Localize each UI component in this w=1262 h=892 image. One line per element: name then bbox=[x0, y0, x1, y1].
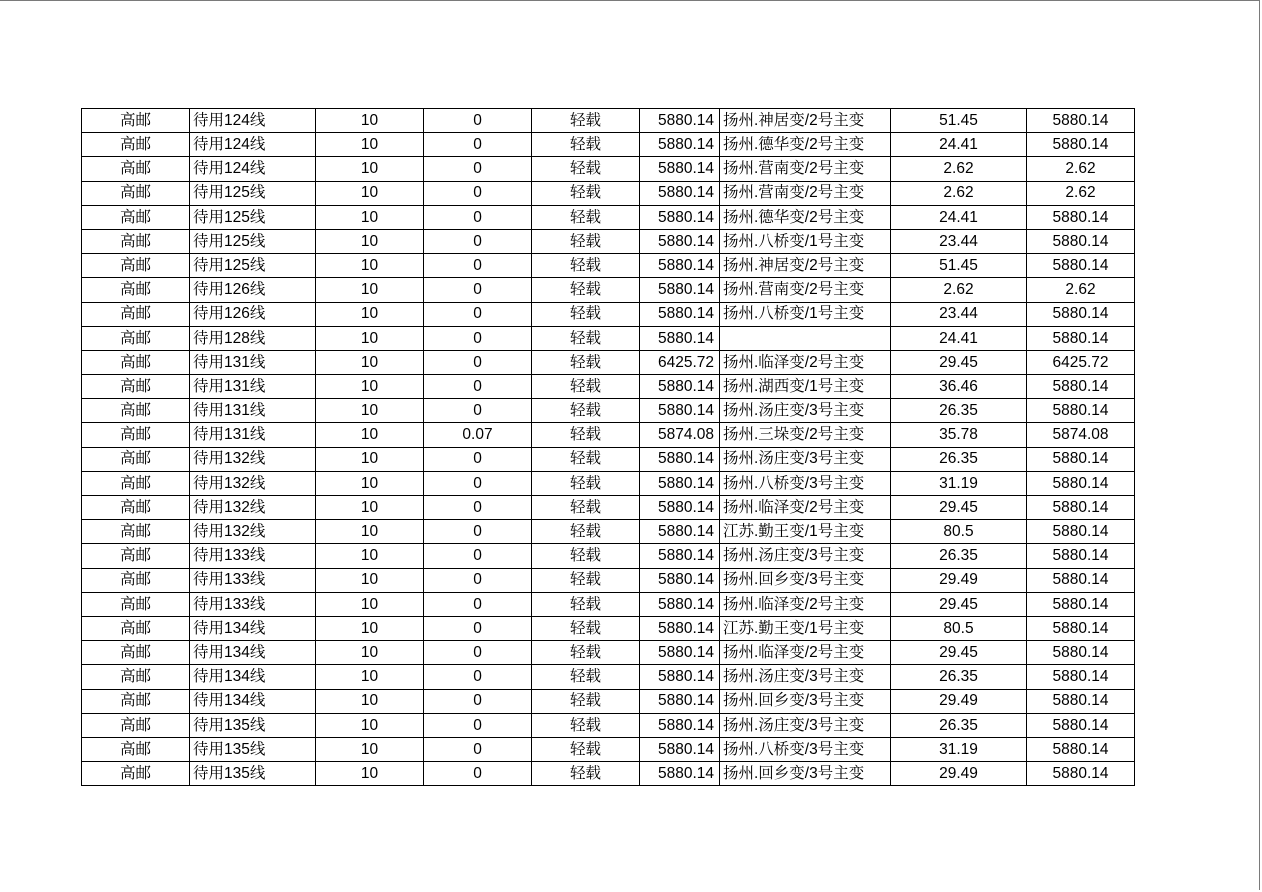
line-name-cell: 待用132线 bbox=[190, 520, 316, 544]
transformer-load-cell: 29.45 bbox=[891, 350, 1027, 374]
region-cell: 高邮 bbox=[82, 713, 190, 737]
voltage-cell: 10 bbox=[316, 229, 424, 253]
available-capacity-cell: 5880.14 bbox=[1027, 520, 1135, 544]
load-status-cell: 轻载 bbox=[532, 133, 640, 157]
table-row bbox=[82, 423, 1135, 447]
transformer-load-cell: 2.62 bbox=[891, 181, 1027, 205]
available-capacity-cell: 5880.14 bbox=[1027, 447, 1135, 471]
region-cell: 高邮 bbox=[82, 520, 190, 544]
capacity-cell: 5880.14 bbox=[640, 665, 720, 689]
voltage-cell: 10 bbox=[316, 520, 424, 544]
substation-cell: 江苏.勤王变/1号主变 bbox=[720, 520, 891, 544]
load-rate-cell: 0 bbox=[424, 713, 532, 737]
table-row bbox=[82, 133, 1135, 157]
capacity-cell: 5880.14 bbox=[640, 302, 720, 326]
table-row bbox=[82, 302, 1135, 326]
available-capacity-cell: 6425.72 bbox=[1027, 350, 1135, 374]
voltage-cell: 10 bbox=[316, 423, 424, 447]
capacity-cell: 5880.14 bbox=[640, 254, 720, 278]
region-cell: 高邮 bbox=[82, 133, 190, 157]
line-name-cell: 待用132线 bbox=[190, 496, 316, 520]
capacity-cell: 5880.14 bbox=[640, 181, 720, 205]
voltage-cell: 10 bbox=[316, 471, 424, 495]
voltage-cell: 10 bbox=[316, 544, 424, 568]
substation-cell: 扬州.神居变/2号主变 bbox=[720, 109, 891, 133]
available-capacity-cell: 5880.14 bbox=[1027, 302, 1135, 326]
load-status-cell: 轻载 bbox=[532, 520, 640, 544]
transformer-load-cell: 29.45 bbox=[891, 592, 1027, 616]
load-status-cell: 轻载 bbox=[532, 229, 640, 253]
available-capacity-cell: 5880.14 bbox=[1027, 665, 1135, 689]
line-name-cell: 待用125线 bbox=[190, 205, 316, 229]
available-capacity-cell: 5880.14 bbox=[1027, 375, 1135, 399]
load-rate-cell: 0 bbox=[424, 447, 532, 471]
load-status-cell: 轻载 bbox=[532, 568, 640, 592]
region-cell: 高邮 bbox=[82, 229, 190, 253]
transformer-load-cell: 24.41 bbox=[891, 133, 1027, 157]
region-cell: 高邮 bbox=[82, 689, 190, 713]
region-cell: 高邮 bbox=[82, 205, 190, 229]
load-rate-cell: 0 bbox=[424, 544, 532, 568]
region-cell: 高邮 bbox=[82, 350, 190, 374]
table-row bbox=[82, 181, 1135, 205]
voltage-cell: 10 bbox=[316, 713, 424, 737]
region-cell: 高邮 bbox=[82, 568, 190, 592]
voltage-cell: 10 bbox=[316, 133, 424, 157]
line-name-cell: 待用125线 bbox=[190, 254, 316, 278]
capacity-cell: 5880.14 bbox=[640, 109, 720, 133]
transformer-load-cell: 51.45 bbox=[891, 254, 1027, 278]
substation-cell: 扬州.神居变/2号主变 bbox=[720, 254, 891, 278]
line-name-cell: 待用128线 bbox=[190, 326, 316, 350]
table-row bbox=[82, 689, 1135, 713]
transformer-load-cell: 26.35 bbox=[891, 544, 1027, 568]
available-capacity-cell: 5880.14 bbox=[1027, 544, 1135, 568]
voltage-cell: 10 bbox=[316, 181, 424, 205]
load-rate-cell: 0 bbox=[424, 471, 532, 495]
load-rate-cell: 0 bbox=[424, 641, 532, 665]
load-status-cell: 轻载 bbox=[532, 399, 640, 423]
load-rate-cell: 0 bbox=[424, 689, 532, 713]
load-rate-cell: 0 bbox=[424, 568, 532, 592]
capacity-cell: 5880.14 bbox=[640, 326, 720, 350]
table-row bbox=[82, 399, 1135, 423]
table-row bbox=[82, 471, 1135, 495]
line-name-cell: 待用131线 bbox=[190, 375, 316, 399]
region-cell: 高邮 bbox=[82, 641, 190, 665]
load-status-cell: 轻载 bbox=[532, 447, 640, 471]
table-row bbox=[82, 109, 1135, 133]
substation-cell: 扬州.临泽变/2号主变 bbox=[720, 496, 891, 520]
table-row bbox=[82, 616, 1135, 640]
transformer-load-cell: 26.35 bbox=[891, 399, 1027, 423]
transformer-load-cell: 29.45 bbox=[891, 496, 1027, 520]
voltage-cell: 10 bbox=[316, 689, 424, 713]
line-name-cell: 待用126线 bbox=[190, 302, 316, 326]
line-name-cell: 待用134线 bbox=[190, 665, 316, 689]
substation-cell: 扬州.德华变/2号主变 bbox=[720, 205, 891, 229]
table-row bbox=[82, 568, 1135, 592]
substation-cell: 扬州.三垛变/2号主变 bbox=[720, 423, 891, 447]
available-capacity-cell: 2.62 bbox=[1027, 181, 1135, 205]
available-capacity-cell: 5880.14 bbox=[1027, 326, 1135, 350]
region-cell: 高邮 bbox=[82, 302, 190, 326]
load-rate-cell: 0 bbox=[424, 350, 532, 374]
table-row bbox=[82, 520, 1135, 544]
transformer-load-cell: 29.49 bbox=[891, 689, 1027, 713]
transformer-load-cell: 26.35 bbox=[891, 665, 1027, 689]
transformer-load-cell: 26.35 bbox=[891, 447, 1027, 471]
line-name-cell: 待用124线 bbox=[190, 133, 316, 157]
load-rate-cell: 0 bbox=[424, 737, 532, 761]
line-name-cell: 待用135线 bbox=[190, 762, 316, 786]
transformer-load-cell: 24.41 bbox=[891, 205, 1027, 229]
substation-cell: 扬州.汤庄变/3号主变 bbox=[720, 447, 891, 471]
load-rate-cell: 0 bbox=[424, 520, 532, 544]
available-capacity-cell: 5880.14 bbox=[1027, 471, 1135, 495]
line-name-cell: 待用134线 bbox=[190, 689, 316, 713]
line-name-cell: 待用124线 bbox=[190, 157, 316, 181]
substation-cell: 扬州.八桥变/1号主变 bbox=[720, 302, 891, 326]
available-capacity-cell: 2.62 bbox=[1027, 278, 1135, 302]
substation-cell: 扬州.湖西变/1号主变 bbox=[720, 375, 891, 399]
capacity-cell: 5880.14 bbox=[640, 375, 720, 399]
load-status-cell: 轻载 bbox=[532, 762, 640, 786]
transformer-load-cell: 23.44 bbox=[891, 229, 1027, 253]
load-status-cell: 轻载 bbox=[532, 641, 640, 665]
load-rate-cell: 0 bbox=[424, 496, 532, 520]
table-row bbox=[82, 665, 1135, 689]
load-status-cell: 轻载 bbox=[532, 254, 640, 278]
available-capacity-cell: 5880.14 bbox=[1027, 399, 1135, 423]
data-table bbox=[81, 108, 1135, 786]
available-capacity-cell: 5880.14 bbox=[1027, 737, 1135, 761]
load-status-cell: 轻载 bbox=[532, 689, 640, 713]
line-name-cell: 待用132线 bbox=[190, 471, 316, 495]
table-row bbox=[82, 592, 1135, 616]
load-rate-cell: 0 bbox=[424, 109, 532, 133]
substation-cell: 扬州.汤庄变/3号主变 bbox=[720, 665, 891, 689]
line-name-cell: 待用133线 bbox=[190, 568, 316, 592]
load-rate-cell: 0 bbox=[424, 399, 532, 423]
voltage-cell: 10 bbox=[316, 326, 424, 350]
line-name-cell: 待用132线 bbox=[190, 447, 316, 471]
line-name-cell: 待用124线 bbox=[190, 109, 316, 133]
voltage-cell: 10 bbox=[316, 665, 424, 689]
load-rate-cell: 0 bbox=[424, 326, 532, 350]
line-name-cell: 待用131线 bbox=[190, 399, 316, 423]
load-status-cell: 轻载 bbox=[532, 375, 640, 399]
load-rate-cell: 0 bbox=[424, 665, 532, 689]
table-row bbox=[82, 254, 1135, 278]
region-cell: 高邮 bbox=[82, 157, 190, 181]
substation-cell: 扬州.回乡变/3号主变 bbox=[720, 568, 891, 592]
available-capacity-cell: 5880.14 bbox=[1027, 109, 1135, 133]
load-rate-cell: 0 bbox=[424, 592, 532, 616]
table-row bbox=[82, 157, 1135, 181]
transformer-load-cell: 24.41 bbox=[891, 326, 1027, 350]
region-cell: 高邮 bbox=[82, 375, 190, 399]
voltage-cell: 10 bbox=[316, 399, 424, 423]
table-row bbox=[82, 762, 1135, 786]
transformer-load-cell: 2.62 bbox=[891, 157, 1027, 181]
transformer-load-cell: 29.49 bbox=[891, 762, 1027, 786]
transformer-load-cell: 26.35 bbox=[891, 713, 1027, 737]
capacity-cell: 5880.14 bbox=[640, 762, 720, 786]
table-row bbox=[82, 737, 1135, 761]
voltage-cell: 10 bbox=[316, 447, 424, 471]
capacity-cell: 6425.72 bbox=[640, 350, 720, 374]
available-capacity-cell: 5880.14 bbox=[1027, 762, 1135, 786]
substation-cell: 扬州.回乡变/3号主变 bbox=[720, 689, 891, 713]
voltage-cell: 10 bbox=[316, 737, 424, 761]
load-rate-cell: 0 bbox=[424, 133, 532, 157]
available-capacity-cell: 5880.14 bbox=[1027, 205, 1135, 229]
load-rate-cell: 0 bbox=[424, 181, 532, 205]
voltage-cell: 10 bbox=[316, 592, 424, 616]
transformer-load-cell: 80.5 bbox=[891, 616, 1027, 640]
available-capacity-cell: 5880.14 bbox=[1027, 254, 1135, 278]
capacity-cell: 5880.14 bbox=[640, 229, 720, 253]
transformer-load-cell: 29.45 bbox=[891, 641, 1027, 665]
table-row bbox=[82, 326, 1135, 350]
load-status-cell: 轻载 bbox=[532, 109, 640, 133]
transformer-load-cell: 35.78 bbox=[891, 423, 1027, 447]
table-row bbox=[82, 375, 1135, 399]
substation-cell: 扬州.汤庄变/3号主变 bbox=[720, 713, 891, 737]
load-rate-cell: 0 bbox=[424, 302, 532, 326]
load-status-cell: 轻载 bbox=[532, 302, 640, 326]
available-capacity-cell: 5880.14 bbox=[1027, 616, 1135, 640]
table-row bbox=[82, 544, 1135, 568]
region-cell: 高邮 bbox=[82, 496, 190, 520]
substation-cell: 扬州.临泽变/2号主变 bbox=[720, 592, 891, 616]
capacity-cell: 5880.14 bbox=[640, 737, 720, 761]
capacity-cell: 5880.14 bbox=[640, 568, 720, 592]
load-status-cell: 轻载 bbox=[532, 181, 640, 205]
load-status-cell: 轻载 bbox=[532, 350, 640, 374]
load-rate-cell: 0 bbox=[424, 762, 532, 786]
transformer-load-cell: 2.62 bbox=[891, 278, 1027, 302]
voltage-cell: 10 bbox=[316, 109, 424, 133]
substation-cell: 扬州.临泽变/2号主变 bbox=[720, 641, 891, 665]
substation-cell: 扬州.营南变/2号主变 bbox=[720, 181, 891, 205]
voltage-cell: 10 bbox=[316, 375, 424, 399]
region-cell: 高邮 bbox=[82, 423, 190, 447]
table-row bbox=[82, 447, 1135, 471]
capacity-cell: 5880.14 bbox=[640, 641, 720, 665]
capacity-cell: 5880.14 bbox=[640, 447, 720, 471]
capacity-cell: 5880.14 bbox=[640, 713, 720, 737]
load-status-cell: 轻载 bbox=[532, 616, 640, 640]
table-row bbox=[82, 205, 1135, 229]
available-capacity-cell: 5880.14 bbox=[1027, 641, 1135, 665]
region-cell: 高邮 bbox=[82, 254, 190, 278]
load-rate-cell: 0 bbox=[424, 254, 532, 278]
region-cell: 高邮 bbox=[82, 592, 190, 616]
available-capacity-cell: 5880.14 bbox=[1027, 229, 1135, 253]
region-cell: 高邮 bbox=[82, 181, 190, 205]
line-name-cell: 待用133线 bbox=[190, 592, 316, 616]
region-cell: 高邮 bbox=[82, 326, 190, 350]
voltage-cell: 10 bbox=[316, 616, 424, 640]
available-capacity-cell: 5880.14 bbox=[1027, 496, 1135, 520]
region-cell: 高邮 bbox=[82, 762, 190, 786]
transformer-load-cell: 36.46 bbox=[891, 375, 1027, 399]
capacity-cell: 5880.14 bbox=[640, 616, 720, 640]
capacity-cell: 5880.14 bbox=[640, 133, 720, 157]
transformer-load-cell: 51.45 bbox=[891, 109, 1027, 133]
line-name-cell: 待用134线 bbox=[190, 641, 316, 665]
voltage-cell: 10 bbox=[316, 205, 424, 229]
region-cell: 高邮 bbox=[82, 399, 190, 423]
line-name-cell: 待用131线 bbox=[190, 350, 316, 374]
available-capacity-cell: 5880.14 bbox=[1027, 713, 1135, 737]
load-rate-cell: 0 bbox=[424, 278, 532, 302]
load-status-cell: 轻载 bbox=[532, 665, 640, 689]
line-name-cell: 待用125线 bbox=[190, 229, 316, 253]
substation-cell bbox=[720, 326, 891, 350]
voltage-cell: 10 bbox=[316, 568, 424, 592]
capacity-cell: 5880.14 bbox=[640, 544, 720, 568]
capacity-cell: 5880.14 bbox=[640, 592, 720, 616]
load-status-cell: 轻载 bbox=[532, 471, 640, 495]
load-status-cell: 轻载 bbox=[532, 278, 640, 302]
capacity-cell: 5880.14 bbox=[640, 205, 720, 229]
substation-cell: 扬州.八桥变/3号主变 bbox=[720, 471, 891, 495]
transformer-load-cell: 29.49 bbox=[891, 568, 1027, 592]
table-row bbox=[82, 641, 1135, 665]
region-cell: 高邮 bbox=[82, 109, 190, 133]
load-rate-cell: 0.07 bbox=[424, 423, 532, 447]
load-status-cell: 轻载 bbox=[532, 713, 640, 737]
load-status-cell: 轻载 bbox=[532, 592, 640, 616]
capacity-cell: 5874.08 bbox=[640, 423, 720, 447]
load-status-cell: 轻载 bbox=[532, 544, 640, 568]
region-cell: 高邮 bbox=[82, 616, 190, 640]
available-capacity-cell: 5880.14 bbox=[1027, 689, 1135, 713]
region-cell: 高邮 bbox=[82, 278, 190, 302]
substation-cell: 扬州.八桥变/1号主变 bbox=[720, 229, 891, 253]
transformer-load-cell: 23.44 bbox=[891, 302, 1027, 326]
capacity-cell: 5880.14 bbox=[640, 496, 720, 520]
substation-cell: 扬州.汤庄变/3号主变 bbox=[720, 399, 891, 423]
load-rate-cell: 0 bbox=[424, 229, 532, 253]
load-status-cell: 轻载 bbox=[532, 157, 640, 181]
substation-cell: 扬州.德华变/2号主变 bbox=[720, 133, 891, 157]
substation-cell: 扬州.营南变/2号主变 bbox=[720, 157, 891, 181]
region-cell: 高邮 bbox=[82, 471, 190, 495]
region-cell: 高邮 bbox=[82, 737, 190, 761]
line-name-cell: 待用125线 bbox=[190, 181, 316, 205]
line-name-cell: 待用126线 bbox=[190, 278, 316, 302]
load-rate-cell: 0 bbox=[424, 157, 532, 181]
load-status-cell: 轻载 bbox=[532, 423, 640, 447]
table-body bbox=[82, 109, 1135, 786]
substation-cell: 扬州.临泽变/2号主变 bbox=[720, 350, 891, 374]
available-capacity-cell: 2.62 bbox=[1027, 157, 1135, 181]
available-capacity-cell: 5874.08 bbox=[1027, 423, 1135, 447]
load-rate-cell: 0 bbox=[424, 375, 532, 399]
capacity-cell: 5880.14 bbox=[640, 520, 720, 544]
substation-cell: 扬州.回乡变/3号主变 bbox=[720, 762, 891, 786]
load-rate-cell: 0 bbox=[424, 616, 532, 640]
load-rate-cell: 0 bbox=[424, 205, 532, 229]
region-cell: 高邮 bbox=[82, 544, 190, 568]
voltage-cell: 10 bbox=[316, 762, 424, 786]
available-capacity-cell: 5880.14 bbox=[1027, 592, 1135, 616]
line-name-cell: 待用131线 bbox=[190, 423, 316, 447]
capacity-cell: 5880.14 bbox=[640, 278, 720, 302]
voltage-cell: 10 bbox=[316, 350, 424, 374]
voltage-cell: 10 bbox=[316, 302, 424, 326]
transformer-load-cell: 31.19 bbox=[891, 471, 1027, 495]
table-row bbox=[82, 713, 1135, 737]
load-status-cell: 轻载 bbox=[532, 205, 640, 229]
voltage-cell: 10 bbox=[316, 254, 424, 278]
region-cell: 高邮 bbox=[82, 447, 190, 471]
line-name-cell: 待用135线 bbox=[190, 737, 316, 761]
load-status-cell: 轻载 bbox=[532, 326, 640, 350]
line-name-cell: 待用133线 bbox=[190, 544, 316, 568]
available-capacity-cell: 5880.14 bbox=[1027, 568, 1135, 592]
table-row bbox=[82, 229, 1135, 253]
line-name-cell: 待用134线 bbox=[190, 616, 316, 640]
available-capacity-cell: 5880.14 bbox=[1027, 133, 1135, 157]
load-status-cell: 轻载 bbox=[532, 737, 640, 761]
voltage-cell: 10 bbox=[316, 641, 424, 665]
substation-cell: 江苏.勤王变/1号主变 bbox=[720, 616, 891, 640]
substation-cell: 扬州.汤庄变/3号主变 bbox=[720, 544, 891, 568]
substation-cell: 扬州.营南变/2号主变 bbox=[720, 278, 891, 302]
transformer-load-cell: 31.19 bbox=[891, 737, 1027, 761]
voltage-cell: 10 bbox=[316, 496, 424, 520]
capacity-cell: 5880.14 bbox=[640, 157, 720, 181]
table-row bbox=[82, 350, 1135, 374]
table-row bbox=[82, 496, 1135, 520]
voltage-cell: 10 bbox=[316, 157, 424, 181]
transformer-load-cell: 80.5 bbox=[891, 520, 1027, 544]
capacity-cell: 5880.14 bbox=[640, 471, 720, 495]
table-row bbox=[82, 278, 1135, 302]
substation-cell: 扬州.八桥变/3号主变 bbox=[720, 737, 891, 761]
voltage-cell: 10 bbox=[316, 278, 424, 302]
load-status-cell: 轻载 bbox=[532, 496, 640, 520]
line-name-cell: 待用135线 bbox=[190, 713, 316, 737]
capacity-cell: 5880.14 bbox=[640, 689, 720, 713]
capacity-cell: 5880.14 bbox=[640, 399, 720, 423]
region-cell: 高邮 bbox=[82, 665, 190, 689]
